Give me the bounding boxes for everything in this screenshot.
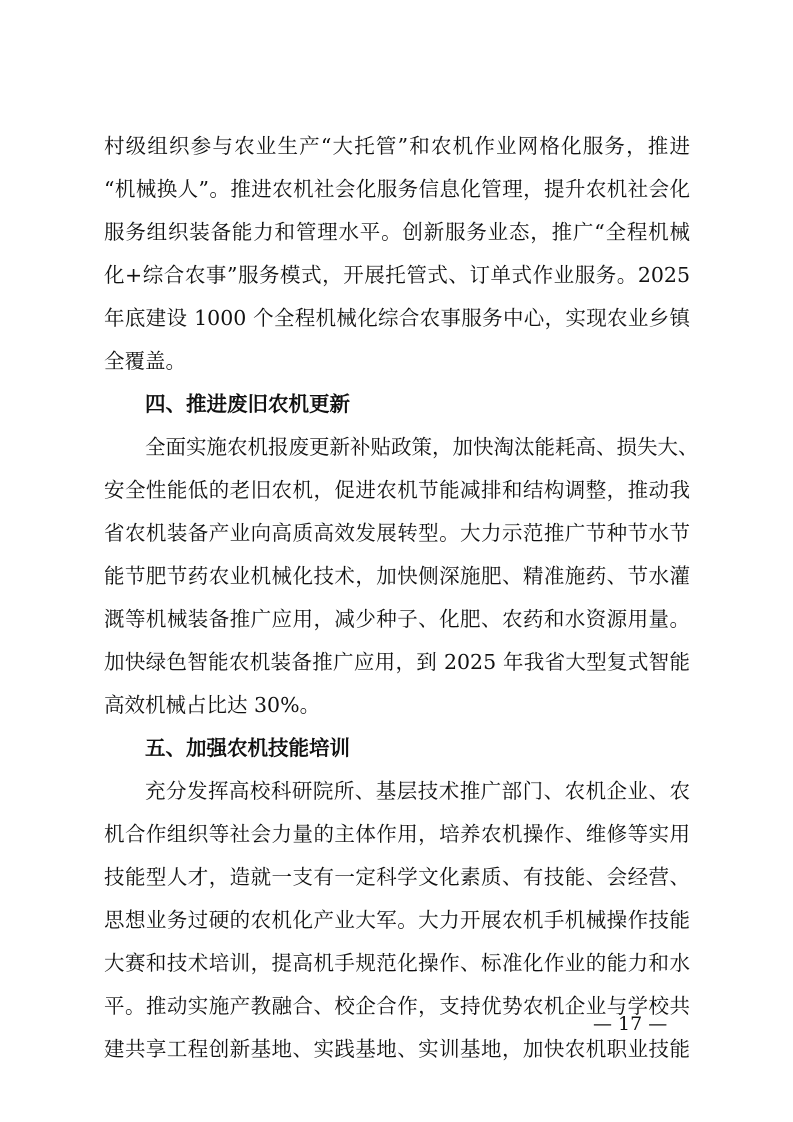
section-heading-machinery-renewal: 四、推进废旧农机更新	[145, 392, 350, 416]
text-line: 省农机装备产业向高质高效发展转型。大力示范推广节种节水节	[104, 521, 690, 545]
text-line: 溉等机械装备推广应用，减少种子、化肥、农药和水资源用量。	[104, 607, 690, 631]
text-line: 服务组织装备能力和管理水平。创新服务业态，推广“全程机械	[104, 220, 690, 244]
text-line: 能节肥节药农业机械化技术，加快侧深施肥、精准施药、节水灌	[104, 564, 690, 588]
text-line: 技能型人才，造就一支有一定科学文化素质、有技能、会经营、	[104, 865, 690, 889]
text-line: 年底建设 1000 个全程机械化综合农事服务中心，实现农业乡镇	[104, 306, 690, 330]
paragraph-machinery-renewal	[104, 426, 699, 727]
text-line: 安全性能低的老旧农机，促进农机节能减排和结构调整，推动我	[104, 478, 690, 502]
text-line: 机合作组织等社会力量的主体作用，培养农机操作、维修等实用	[104, 822, 690, 846]
text-line: 充分发挥高校科研院所、基层技术推广部门、农机企业、农	[145, 779, 690, 803]
text-line: 思想业务过硬的农机化产业大军。大力开展农机手机械操作技能	[104, 908, 690, 932]
text-line: 村级组织参与农业生产“大托管”和农机作业网格化服务，推进	[104, 134, 690, 158]
page-number: — 17 —	[593, 1013, 668, 1035]
paragraph-service-management	[104, 125, 690, 383]
section-heading-skills-training: 五、加强农机技能培训	[145, 736, 350, 760]
document-body	[104, 125, 699, 1071]
text-line: 全面实施农机报废更新补贴政策，加快淘汰能耗高、损失大、	[145, 435, 699, 459]
text-line: 化+综合农事”服务模式，开展托管式、订单式作业服务。2025	[104, 263, 690, 287]
text-line: 平。推动实施产教融合、校企合作，支持优势农机企业与学校共	[104, 994, 690, 1018]
text-line: 建共享工程创新基地、实践基地、实训基地，加快农机职业技能	[104, 1037, 690, 1061]
text-line: “机械换人”。推进农机社会化服务信息化管理，提升农机社会化	[104, 177, 690, 201]
text-line: 加快绿色智能农机装备推广应用，到 2025 年我省大型复式智能	[104, 650, 690, 674]
text-line: 全覆盖。	[104, 349, 186, 373]
text-line: 高效机械占比达 30%。	[104, 693, 321, 717]
text-line: 大赛和技术培训，提高机手规范化操作、标准化作业的能力和水	[104, 951, 690, 975]
